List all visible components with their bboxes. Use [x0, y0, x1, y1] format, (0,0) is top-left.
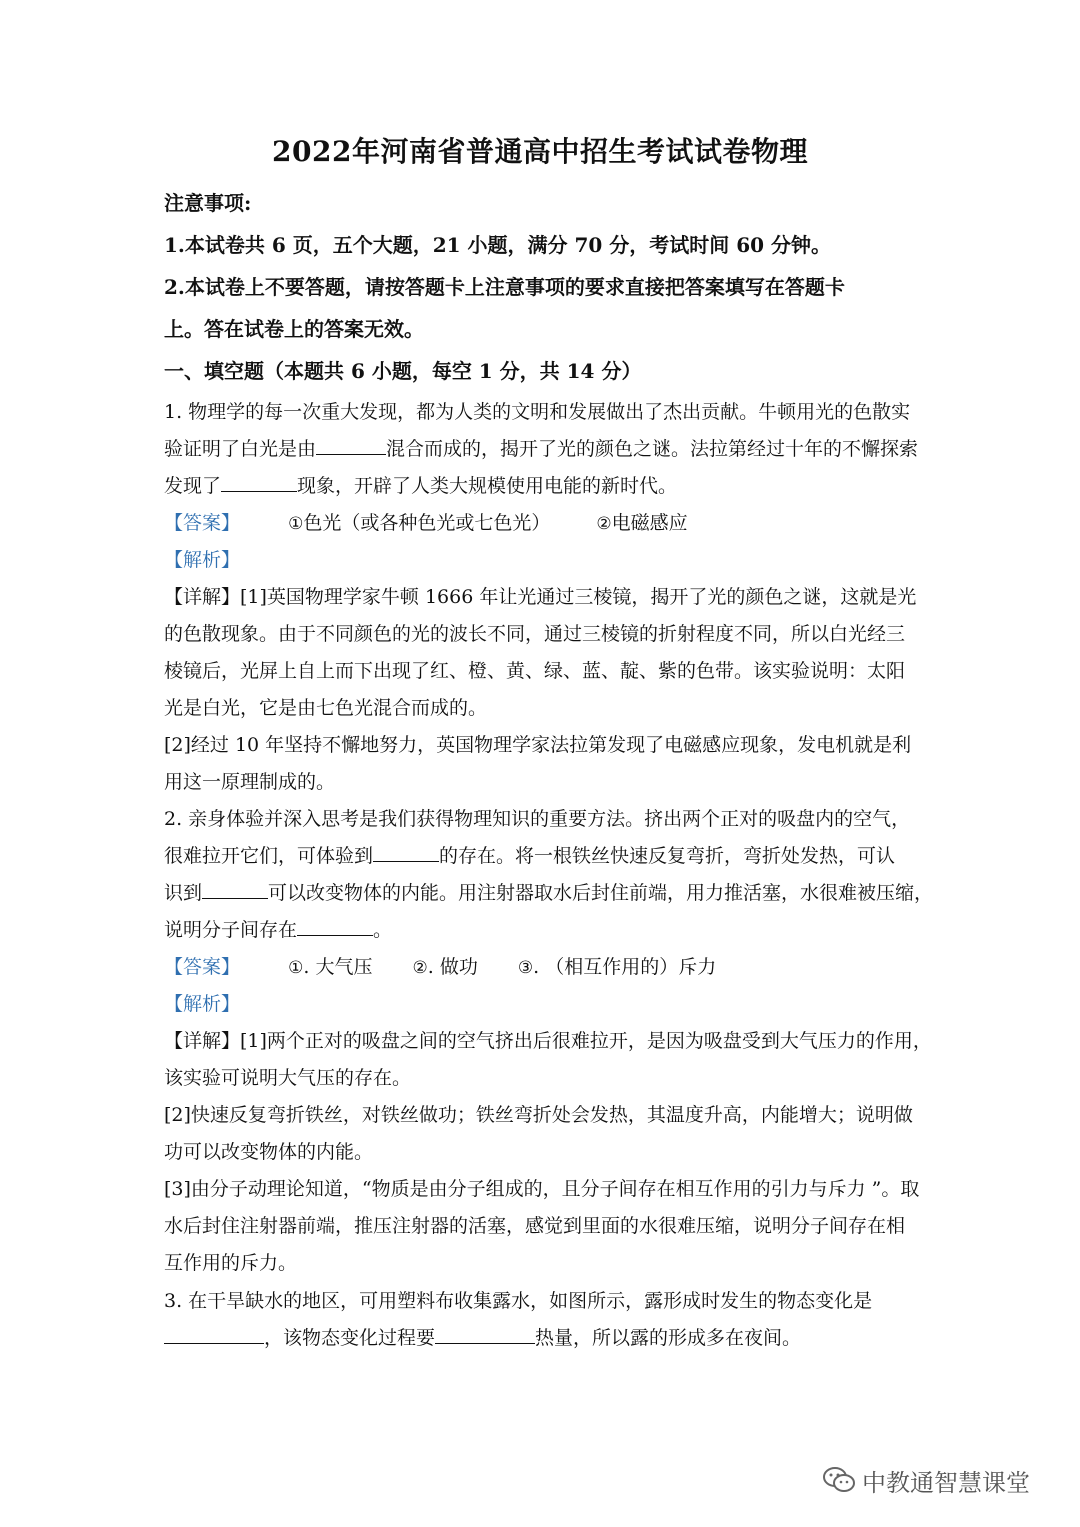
q2-text: 识到: [164, 882, 203, 904]
q1-text: 混合而成的，揭开了光的颜色之谜。法拉第经过十年的不懈探索: [386, 438, 919, 460]
notes-heading: 注意事项:: [164, 191, 252, 215]
q1-analysis-label: 【解析】: [164, 549, 241, 571]
q1-detail-line-1: 【详解】[1]英国物理学家牛顿 1666 年让光通过三棱镜，揭开了光的颜色之谜，这就是光: [164, 586, 917, 608]
answer-blank: [202, 880, 268, 899]
answer-label: 【答案】: [164, 956, 241, 978]
answer-blank: [316, 436, 386, 455]
q1-detail-line-4: 光是白光，它是由七色光混合而成的。: [164, 697, 488, 719]
q2-stem-line-3: [164, 880, 934, 906]
q3-stem-line-2: [164, 1325, 924, 1351]
q2-answer-3: ③. （相互作用的）斥力: [517, 956, 717, 978]
q1-text: 验证明了白光是由: [164, 438, 317, 460]
watermark: [822, 1460, 1052, 1500]
q2-text: 。: [373, 919, 393, 941]
q2-answer-2: ②. 做功: [412, 956, 478, 978]
q1-text: 发现了: [164, 475, 222, 497]
q2-text: 可以改变物体的内能。用注射器取水后封住前端，用力推活塞，水很难被压缩，: [268, 882, 934, 904]
q2-answer: [164, 954, 924, 981]
page-title: 2022年河南省普通高中招生考试试卷物理: [272, 135, 808, 168]
wechat-icon: [822, 1465, 856, 1495]
answer-blank: [297, 917, 373, 936]
answer-blank: [435, 1325, 535, 1344]
notes-item-2-line-1: 2.本试卷上不要答题，请按答题卡上注意事项的要求直接把答案填写在答题卡: [164, 275, 845, 299]
q2-detail-line-2: 该实验可说明大气压的存在。: [164, 1067, 412, 1089]
q1-answer-2: ②电磁感应: [596, 512, 688, 534]
q2-analysis-label: 【解析】: [164, 993, 241, 1015]
q1-text: 现象，开辟了人类大规模使用电能的新时代。: [297, 475, 678, 497]
notes-item-1: 1.本试卷共 6 页，五个大题，21 小题，满分 70 分，考试时间 60 分钟。: [164, 233, 832, 257]
q2-stem-line-4: [164, 917, 924, 943]
q1-detail-line-5: [2]经过 10 年坚持不懈地努力，英国物理学家法拉第发现了电磁感应现象，发电机就是利: [164, 734, 912, 756]
answer-blank: [164, 1325, 264, 1344]
q3-text: ，该物态变化过程要: [264, 1327, 436, 1349]
q3-text: 热量，所以露的形成多在夜间。: [535, 1327, 802, 1349]
q2-detail-line-4: 功可以改变物体的内能。: [164, 1141, 374, 1163]
q1-stem-line-2: [164, 436, 924, 462]
q1-detail-line-2: 的色散现象。由于不同颜色的光的波长不同，通过三棱镜的折射程度不同，所以白光经三: [164, 623, 906, 645]
q1-stem-line-3: [164, 473, 924, 499]
q1-detail-line-3: 棱镜后，光屏上自上而下出现了红、橙、黄、绿、蓝、靛、紫的色带。该实验说明：太阳: [164, 660, 906, 682]
answer-blank: [373, 843, 439, 862]
answer-blank: [221, 473, 297, 492]
section-1-heading: 一、填空题（本题共 6 小题，每空 1 分，共 14 分）: [164, 359, 642, 383]
q2-text: 说明分子间存在: [164, 919, 298, 941]
q2-text: 很难拉开它们，可体验到: [164, 845, 374, 867]
q2-detail-line-7: 互作用的斥力。: [164, 1252, 298, 1274]
q1-stem-line-1: 1. 物理学的每一次重大发现，都为人类的文明和发展做出了杰出贡献。牛顿用光的色散实: [164, 401, 911, 423]
q1-detail-line-6: 用这一原理制成的。: [164, 771, 336, 793]
notes-item-2-line-2: 上。答在试卷上的答案无效。: [164, 317, 424, 341]
q2-detail-line-6: 水后封住注射器前端，推压注射器的活塞，感觉到里面的水很难压缩，说明分子间存在相: [164, 1215, 906, 1237]
q2-answer-1: ①. 大气压: [288, 956, 373, 978]
answer-label: 【答案】: [164, 512, 241, 534]
q2-stem-line-2: [164, 843, 924, 869]
q2-detail-line-5: [3]由分子动理论知道，“物质是由分子组成的，且分子间存在相互作用的引力与斥力 ”。取: [164, 1178, 920, 1200]
q2-detail-line-3: [2]快速反复弯折铁丝，对铁丝做功；铁丝弯折处会发热，其温度升高，内能增大；说明做: [164, 1104, 913, 1126]
q3-stem-line-1: 3. 在干旱缺水的地区，可用塑料布收集露水，如图所示，露形成时发生的物态变化是: [164, 1290, 873, 1312]
q1-answer: [164, 510, 924, 537]
watermark-text: 中教通智慧课堂: [862, 1468, 1030, 1497]
q2-text: 的存在。将一根铁丝快速反复弯折，弯折处发热，可认: [439, 845, 896, 867]
q2-detail-line-1: 【详解】[1]两个正对的吸盘之间的空气挤出后很难拉开，是因为吸盘受到大气压力的作用，: [164, 1030, 932, 1052]
q1-answer-1: ①色光（或各种色光或七色光）: [288, 512, 551, 534]
q2-stem-line-1: 2. 亲身体验并深入思考是我们获得物理知识的重要方法。挤出两个正对的吸盘内的空气，: [164, 808, 911, 830]
